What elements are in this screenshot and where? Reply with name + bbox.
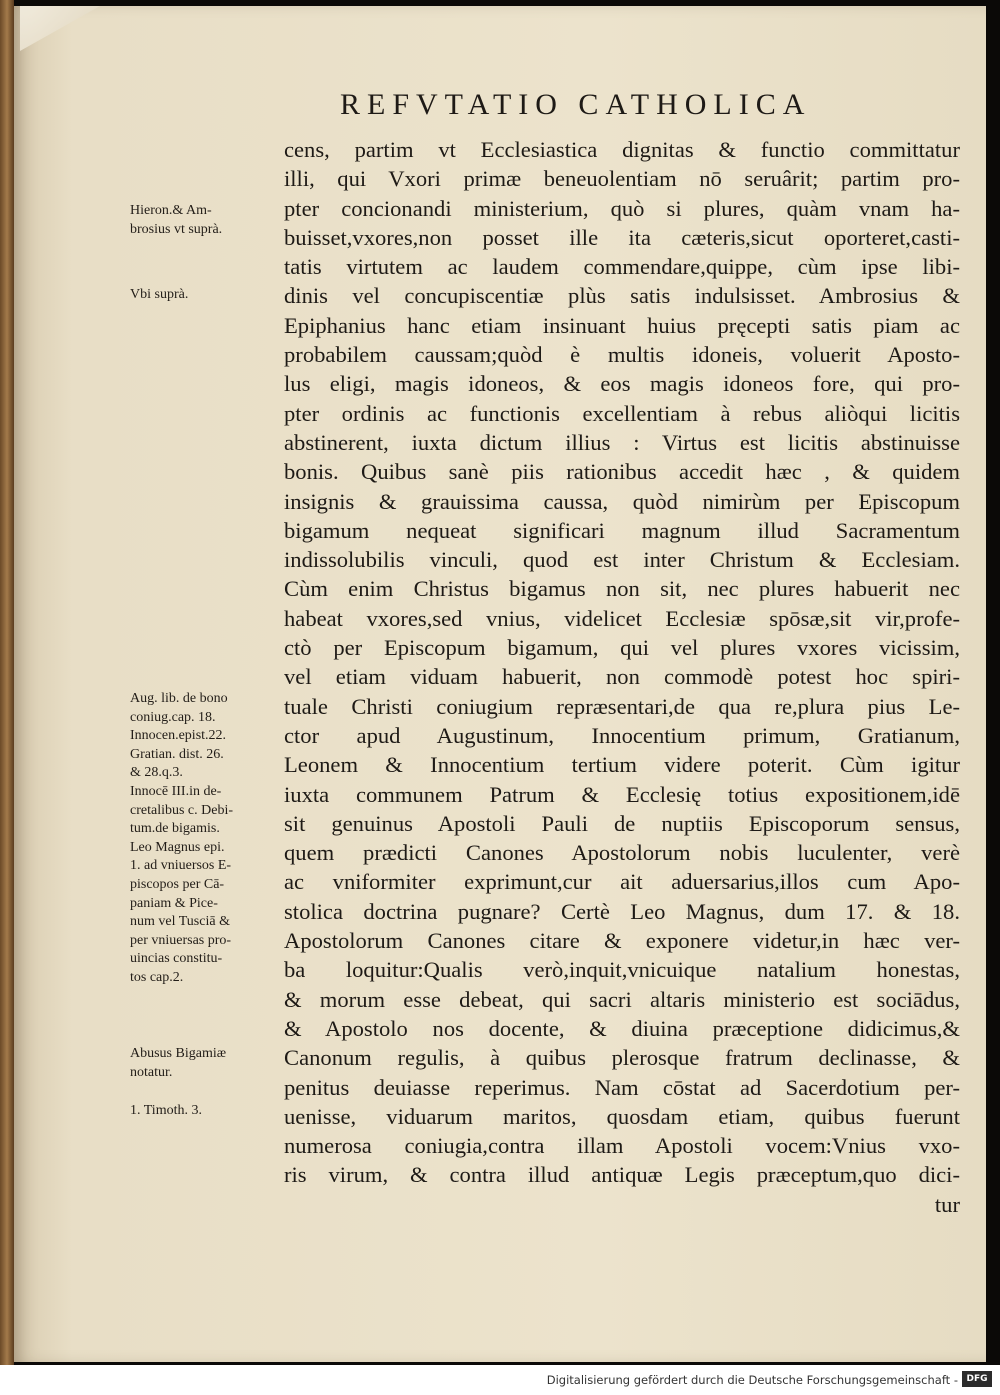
text-line: lus eligi, magis idoneos, & eos magis idoneos fore, qui pro- bbox=[284, 371, 960, 397]
text-line: vel etiam viduam habuerit, non commodè potest hoc spiri- bbox=[284, 664, 960, 690]
marginal-line: Abusus Bigamiæ bbox=[130, 1046, 227, 1061]
text-line: buisset,vxores,non posset ille ita cæteris,sicut oporteret,casti- bbox=[284, 224, 960, 250]
text-line: Cùm enim Christus bigamus non sit, nec plures habuerit nec bbox=[284, 576, 960, 602]
marginal-line: Gratian. dist. 26. bbox=[130, 746, 224, 762]
text-line: habeat vxores,sed vnius, videlicet Ecclesiæ spōsæ,sit vir,profe- bbox=[284, 605, 960, 631]
footer-credit: Digitalisierung gefördert durch die Deutsche Forschungsgemeinschaft - bbox=[546, 1373, 958, 1387]
marginal-line: notatur. bbox=[130, 1064, 173, 1080]
marginal-note-timoth bbox=[130, 1102, 280, 1121]
running-head: REFVTATIO CATHOLICA bbox=[340, 88, 812, 121]
text-line: abstinerent, iuxta dictum illius : Virtus est licitis abstinuisse bbox=[284, 429, 960, 455]
text-line: penitus deuiasse reperimus. Nam cōstat ad Sacerdotium per- bbox=[284, 1074, 960, 1100]
text-line: ctò per Episcopum bigamum, qui vel plures vxores vicissim, bbox=[284, 635, 960, 661]
marginal-line: & 28.q.3. bbox=[130, 765, 183, 781]
marginal-line: num vel Tusciā & bbox=[130, 914, 230, 930]
text-line: probabilem caussam;quòd è multis idoneis, voluerit Aposto- bbox=[284, 342, 960, 368]
text-line: cens, partim vt Ecclesiastica dignitas & functio committatur bbox=[284, 137, 960, 162]
marginal-note-references bbox=[130, 690, 280, 988]
text-line: insignis & grauissima caussa, quòd nimirùm per Episcopum bbox=[284, 488, 960, 514]
marginal-line: 1. Timoth. 3. bbox=[130, 1103, 202, 1118]
marginal-line: brosius vt suprà. bbox=[130, 221, 223, 237]
marginal-line: Hieron.& Am- bbox=[130, 203, 212, 218]
text-line: tatis virtutem ac laudem commendare,quippe, cùm ipse libi- bbox=[284, 254, 960, 280]
marginal-line: coniug.cap. 18. bbox=[130, 709, 216, 725]
text-line: ctor apud Augustinum, Innocentium primum, Gratianum, bbox=[284, 722, 960, 748]
footer-bar bbox=[0, 1365, 1000, 1395]
text-line: tur bbox=[934, 1191, 960, 1217]
marginal-line: Vbi suprà. bbox=[130, 287, 189, 302]
marginal-line: uincias constitu- bbox=[130, 951, 223, 967]
text-line: & Apostolo nos docente, & diuina præceptione didicimus,& bbox=[284, 1015, 960, 1041]
marginal-line: Innocē III.in de- bbox=[130, 783, 222, 799]
marginal-line: Innocen.epist.22. bbox=[130, 728, 227, 744]
marginal-line: tos cap.2. bbox=[130, 969, 184, 985]
marginal-line: Leo Magnus epi. bbox=[130, 839, 225, 855]
text-line: ba loquitur:Qualis verò,inquit,vnicuique natalium honestas, bbox=[284, 957, 960, 983]
text-line: Canonum regulis, à quibus plerosque fratrum declinasse, & bbox=[284, 1045, 960, 1071]
text-line: ris virum, & contra illud antiquæ Legis præceptum,quo dici- bbox=[284, 1162, 960, 1188]
text-line: sit genuinus Apostoli Pauli de nuptiis Episcoporum sensus, bbox=[284, 810, 960, 836]
main-text bbox=[284, 135, 960, 1219]
text-line: bigamum nequeat significari magnum illud Sacramentum bbox=[284, 517, 960, 543]
dfg-logo: DFG bbox=[962, 1371, 992, 1387]
text-line: quem prædicti Canones Apostolorum nobis luculenter, verè bbox=[284, 840, 960, 866]
text-line: ac vniformiter exprimunt,cur ait aduersarius,illos cum Apo- bbox=[284, 869, 960, 895]
marginal-note-hieron bbox=[130, 202, 280, 239]
book-edge bbox=[0, 0, 14, 1365]
marginal-line: 1. ad vniuersos E- bbox=[130, 858, 232, 874]
marginal-line: Aug. lib. de bono bbox=[130, 691, 228, 706]
text-line: tuale Christi coniugium repræsentari,de qua re,plura pius Le- bbox=[284, 693, 960, 719]
marginal-note-vbi-supra bbox=[130, 286, 280, 305]
text-line: illi, qui Vxori primæ beneuolentiam nō seruârit; partim pro- bbox=[284, 166, 960, 192]
marginal-note-abusus bbox=[130, 1045, 280, 1082]
marginal-line: piscopos per Cā- bbox=[130, 876, 225, 892]
text-line: iuxta communem Patrum & Ecclesię totius expositionem,idē bbox=[284, 781, 960, 807]
text-line: bonis. Quibus sanè piis rationibus accedit hæc , & quidem bbox=[284, 459, 960, 485]
text-line: uenisse, viduarum maritos, quosdam etiam, quibus fuerunt bbox=[284, 1103, 960, 1129]
text-line: pter concionandi ministerium, quò si plures, quàm vnam ha- bbox=[284, 195, 960, 221]
text-line: numerosa coniugia,contra illam Apostoli vocem:Vnius vxo- bbox=[284, 1133, 960, 1159]
marginal-line: cretalibus c. Debi- bbox=[130, 802, 234, 818]
text-line: stolica doctrina pugnare? Certè Leo Magnus, dum 17. & 18. bbox=[284, 898, 960, 924]
marginal-line: per vniuersas pro- bbox=[130, 932, 232, 948]
text-line: Leonem & Innocentium tertium videre poterit. Cùm igitur bbox=[284, 752, 960, 778]
marginal-line: paniam & Pice- bbox=[130, 895, 218, 911]
marginal-line: tum.de bigamis. bbox=[130, 821, 220, 837]
text-line: pter ordinis ac functionis excellentiam à rebus aliòqui licitis bbox=[284, 400, 960, 426]
text-line: dinis vel concupiscentiæ plùs satis indulsisset. Ambrosius & bbox=[284, 283, 960, 309]
text-line: indissolubilis vinculi, quod est inter Christum & Ecclesiam. bbox=[284, 547, 960, 573]
text-line: & morum esse debeat, qui sacri altaris ministerio est sociādus, bbox=[284, 986, 960, 1012]
text-line: Apostolorum Canones citare & exponere videtur,in hæc ver- bbox=[284, 928, 960, 954]
text-line: Epiphanius hanc etiam insinuant huius pręcepti satis piam ac bbox=[284, 312, 960, 338]
